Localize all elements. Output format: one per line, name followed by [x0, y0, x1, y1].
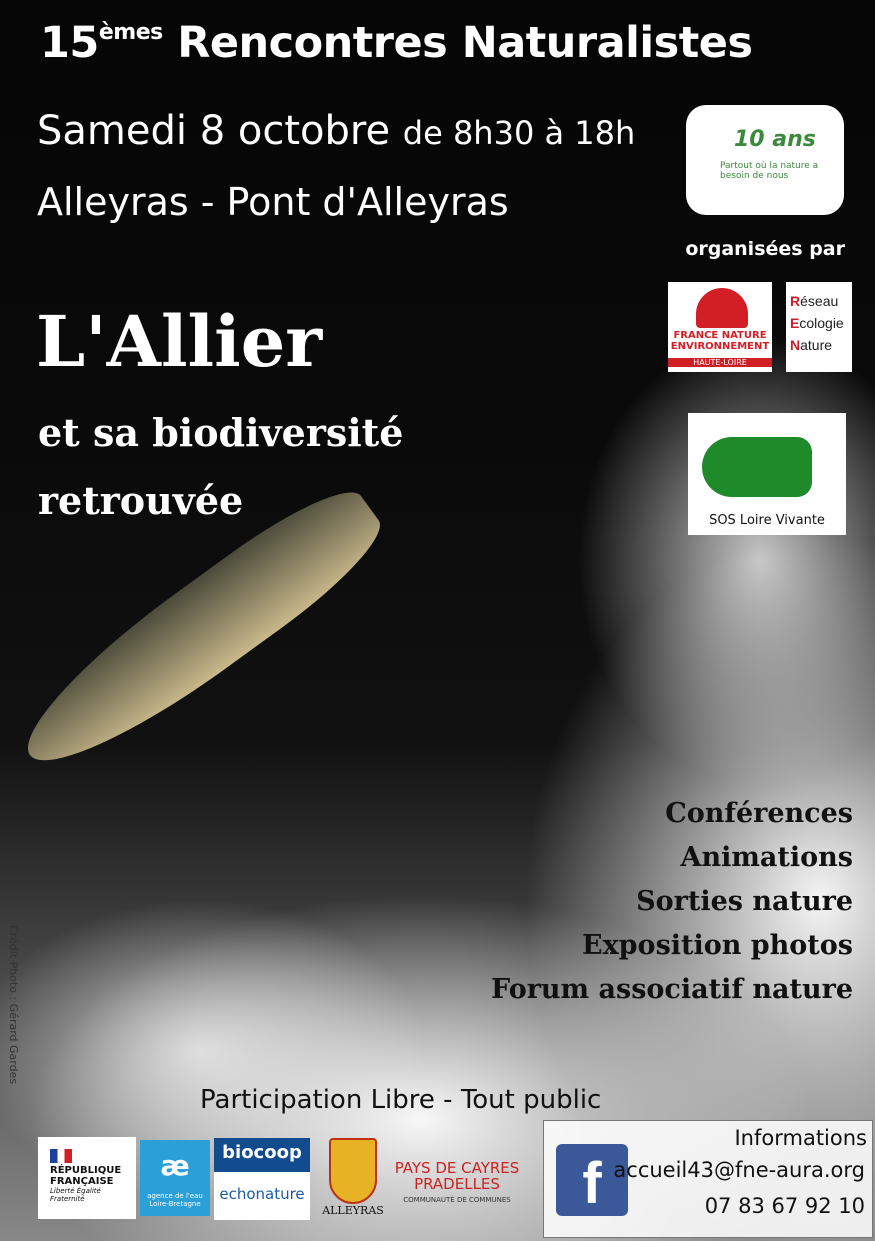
event-place: Alleyras - Pont d'Alleyras	[37, 180, 509, 224]
edition-suffix: èmes	[98, 20, 163, 45]
contact-email[interactable]: accueil43@fne-aura.org	[613, 1158, 865, 1182]
flag-icon	[50, 1149, 72, 1163]
activity-item: Sorties nature	[636, 886, 853, 917]
hours-text: de 8h30 à 18h	[402, 114, 636, 152]
event-title	[40, 18, 753, 68]
edition-number: 15	[40, 18, 99, 68]
echonature-name: echonature	[219, 1185, 305, 1203]
biocoop-name: biocoop	[214, 1138, 310, 1172]
ren-letter-r: R	[790, 293, 801, 309]
anniversary-badge	[686, 105, 844, 215]
title-text: Rencontres Naturalistes	[177, 18, 753, 68]
ren-word-1: éseau	[800, 293, 839, 309]
alleyras-name: ALLEYRAS	[322, 1204, 384, 1217]
coat-of-arms-icon	[329, 1138, 377, 1204]
ren-word-3: ature	[800, 337, 833, 353]
ae-mark-icon: æ	[160, 1149, 190, 1182]
badge-number: 10 ans	[734, 127, 816, 152]
date-text: Samedi 8 octobre	[37, 108, 391, 154]
activity-item: Exposition photos	[582, 930, 853, 961]
ren-letter-n: N	[790, 337, 801, 353]
facebook-icon[interactable]: f	[556, 1144, 628, 1216]
cayres-logo	[394, 1160, 520, 1210]
republique-logo	[38, 1137, 136, 1219]
theme-line-3: retrouvée	[38, 478, 244, 523]
cayres-name: PAYS DE CAYRES PRADELLES	[394, 1159, 520, 1193]
activity-item: Forum associatif nature	[491, 974, 853, 1005]
alleyras-logo	[322, 1138, 384, 1224]
fne-logo	[668, 282, 772, 372]
biocoop-logo	[214, 1138, 310, 1220]
cayres-sub: COMMUNAUTÉ DE COMMUNES	[403, 1196, 511, 1204]
contact-title: Informations	[734, 1126, 867, 1150]
agence-eau-logo	[140, 1140, 210, 1216]
theme-headline: L'Allier	[36, 300, 323, 383]
sos-name: SOS Loire Vivante	[709, 513, 825, 528]
badge-subtitle: Partout où la nature a besoin de nous	[720, 161, 819, 181]
republique-name: RÉPUBLIQUE FRANÇAISE	[50, 1165, 122, 1187]
contact-phone[interactable]: 07 83 67 92 10	[704, 1194, 865, 1218]
organisers-label: organisées par	[685, 238, 845, 260]
participation-text: Participation Libre - Tout public	[200, 1085, 602, 1115]
sos-loire-logo	[688, 413, 846, 535]
ren-word-2: cologie	[799, 315, 844, 331]
fish-icon	[702, 437, 812, 497]
activities-list	[491, 792, 853, 1012]
ren-letter-e: E	[790, 315, 800, 331]
theme-line-2: et sa biodiversité	[38, 410, 404, 455]
activity-item: Animations	[680, 842, 853, 873]
photo-credit: Crédit Photo : Gérard Gardes	[7, 925, 20, 1085]
republique-devise: Liberté Égalité Fraternité	[50, 1187, 101, 1203]
fne-name: FRANCE NATURE ENVIRONNEMENT	[670, 330, 770, 352]
ren-logo	[786, 282, 852, 372]
activity-item: Conférences	[665, 798, 853, 829]
event-date	[37, 108, 635, 154]
agence-name: agence de l'eau Loire-Bretagne	[147, 1192, 203, 1208]
hedgehog-icon	[696, 288, 748, 328]
fne-region: HAUTE-LOIRE	[668, 358, 772, 367]
